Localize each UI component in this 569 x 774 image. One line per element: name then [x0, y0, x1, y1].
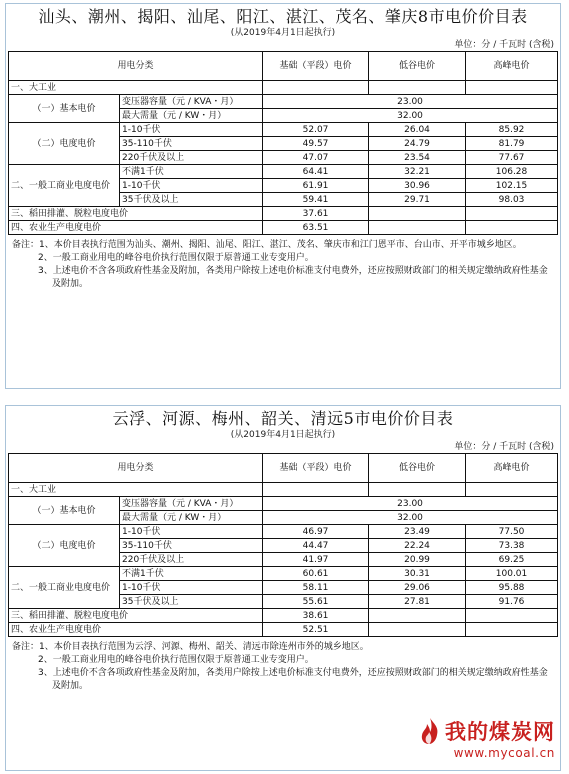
sheet-subtitle: (从2019年4月1日起执行): [230, 430, 336, 440]
valley-price-cell: 29.71: [369, 193, 466, 207]
base-price-cell: 61.91: [263, 179, 369, 193]
commercial-price-label: 二、一般工商业电度电价: [9, 165, 120, 207]
note-3: 3、上述电价不含各项政府性基金及附加，各类用户除按上述电价标准支付电费外，还应按照财政部门的相关规定缴纳政府性基金及附加。: [38, 668, 548, 691]
header-valley-price: 低谷电价: [369, 454, 466, 483]
valley-price-cell: 22.24: [369, 539, 466, 553]
header-category: 用电分类: [9, 454, 263, 483]
header-category: 用电分类: [9, 52, 263, 81]
peak-price-cell: 95.88: [466, 581, 558, 595]
peak-price-cell: 91.76: [466, 595, 558, 609]
watermark-url: www.mycoal.cn: [453, 746, 555, 760]
table-row: [9, 497, 558, 511]
base-price-cell: 64.41: [263, 165, 369, 179]
peak-price-cell: 77.50: [466, 525, 558, 539]
table-row: [9, 525, 558, 539]
base-price-cell: 60.61: [263, 567, 369, 581]
table-row: [9, 221, 558, 235]
valley-price-cell: 23.49: [369, 525, 466, 539]
row-label: 35千伏及以上: [120, 193, 263, 207]
base-price-cell: 44.47: [263, 539, 369, 553]
industry-label: 一、大工业: [9, 483, 263, 497]
header-base-price: 基础（平段）电价: [263, 454, 369, 483]
price-table: [8, 453, 558, 637]
row-label: 1-10千伏: [120, 525, 263, 539]
valley-price-cell: 26.04: [369, 123, 466, 137]
base-price-cell: 46.97: [263, 525, 369, 539]
table-row: [9, 95, 558, 109]
unit-label: 单位：分 / 千瓦时 (含税): [454, 40, 554, 50]
note-3: 3、上述电价不含各项政府性基金及附加，各类用户除按上述电价标准支付电费外，还应按照财政部门的相关规定缴纳政府性基金及附加。: [38, 266, 548, 289]
valley-price-cell: 27.81: [369, 595, 466, 609]
peak-price-cell: 102.15: [466, 179, 558, 193]
notes: [12, 641, 554, 693]
valley-price-cell: 32.21: [369, 165, 466, 179]
irrigation-value: 37.61: [263, 207, 369, 221]
valley-price-cell: 30.96: [369, 179, 466, 193]
table-row: [9, 123, 558, 137]
row-label: 1-10千伏: [120, 179, 263, 193]
header-valley-price: 低谷电价: [369, 52, 466, 81]
note-2: 2、一般工商业用电的峰谷电价执行范围仅限于原普通工业专变用户。: [38, 655, 314, 665]
demand-value: 32.00: [263, 511, 558, 525]
valley-price-cell: 24.79: [369, 137, 466, 151]
agriculture-label: 四、农业生产电度电价: [9, 221, 263, 235]
basic-price-label: （一）基本电价: [9, 95, 120, 123]
row-label: 220千伏及以上: [120, 151, 263, 165]
header-peak-price: 高峰电价: [466, 454, 558, 483]
irrigation-label: 三、稻田排灌、脱粒电度电价: [9, 609, 263, 623]
table-row: [9, 207, 558, 221]
basic-price-label: （一）基本电价: [9, 497, 120, 525]
table-row: [9, 165, 558, 179]
base-price-cell: 59.41: [263, 193, 369, 207]
notes: [12, 239, 554, 291]
table-row: [9, 609, 558, 623]
energy-price-label: （二）电度电价: [9, 123, 120, 165]
industry-label: 一、大工业: [9, 81, 263, 95]
sheet-title: 云浮、河源、梅州、韶关、清远5市电价价目表: [112, 409, 454, 428]
valley-price-cell: 23.54: [369, 151, 466, 165]
sheet-subtitle: (从2019年4月1日起执行): [230, 28, 336, 38]
peak-price-cell: 81.79: [466, 137, 558, 151]
row-label: 35-110千伏: [120, 137, 263, 151]
peak-price-cell: 100.01: [466, 567, 558, 581]
row-label: 35千伏及以上: [120, 595, 263, 609]
header-row: [9, 454, 558, 483]
header-peak-price: 高峰电价: [466, 52, 558, 81]
agriculture-value: 52.51: [263, 623, 369, 637]
site-watermark: [385, 716, 555, 768]
sheet-title: 汕头、潮州、揭阳、汕尾、阳江、湛江、茂名、肇庆8市电价价目表: [38, 7, 528, 26]
capacity-value: 23.00: [263, 497, 558, 511]
capacity-value: 23.00: [263, 95, 558, 109]
note-2: 2、一般工商业用电的峰谷电价执行范围仅限于原普通工业专变用户。: [38, 253, 314, 263]
base-price-cell: 55.61: [263, 595, 369, 609]
row-label: 1-10千伏: [120, 123, 263, 137]
unit-label: 单位：分 / 千瓦时 (含税): [454, 442, 554, 452]
peak-price-cell: 77.67: [466, 151, 558, 165]
peak-price-cell: 69.25: [466, 553, 558, 567]
commercial-price-label: 二、一般工商业电度电价: [9, 567, 120, 609]
price-table-sheet-8-cities: [5, 3, 561, 389]
base-price-cell: 52.07: [263, 123, 369, 137]
valley-price-cell: 29.06: [369, 581, 466, 595]
row-label: 35-110千伏: [120, 539, 263, 553]
valley-price-cell: 30.31: [369, 567, 466, 581]
row-label: 1-10千伏: [120, 581, 263, 595]
capacity-label: 变压器容量（元 / KVA・月）: [120, 95, 263, 109]
valley-price-cell: 20.99: [369, 553, 466, 567]
table-row: [9, 623, 558, 637]
watermark-name: 我的煤炭网: [445, 720, 555, 744]
peak-price-cell: 85.92: [466, 123, 558, 137]
capacity-label: 变压器容量（元 / KVA・月）: [120, 497, 263, 511]
irrigation-value: 38.61: [263, 609, 369, 623]
demand-value: 32.00: [263, 109, 558, 123]
agriculture-value: 63.51: [263, 221, 369, 235]
table-row: [9, 81, 558, 95]
peak-price-cell: 106.28: [466, 165, 558, 179]
base-price-cell: 58.11: [263, 581, 369, 595]
peak-price-cell: 98.03: [466, 193, 558, 207]
price-table: [8, 51, 558, 235]
agriculture-label: 四、农业生产电度电价: [9, 623, 263, 637]
table-row: [9, 567, 558, 581]
irrigation-label: 三、稻田排灌、脱粒电度电价: [9, 207, 263, 221]
row-label: 不满1千伏: [120, 165, 263, 179]
row-label: 220千伏及以上: [120, 553, 263, 567]
row-label: 不满1千伏: [120, 567, 263, 581]
header-row: [9, 52, 558, 81]
demand-label: 最大需量（元 / KW・月）: [120, 511, 263, 525]
note-1: 备注：1、本价目表执行范围为云浮、河源、梅州、韶关、清远市除连州市外的城乡地区。: [12, 642, 369, 652]
flame-logo-icon: [419, 717, 441, 745]
note-1: 备注：1、本价目表执行范围为汕头、潮州、揭阳、汕尾、阳江、湛江、茂名、肇庆市和江门恩平市、台山市、开平市城乡地区。: [12, 240, 522, 250]
base-price-cell: 49.57: [263, 137, 369, 151]
demand-label: 最大需量（元 / KW・月）: [120, 109, 263, 123]
table-row: [9, 483, 558, 497]
peak-price-cell: 73.38: [466, 539, 558, 553]
base-price-cell: 47.07: [263, 151, 369, 165]
energy-price-label: （二）电度电价: [9, 525, 120, 567]
header-base-price: 基础（平段）电价: [263, 52, 369, 81]
base-price-cell: 41.97: [263, 553, 369, 567]
